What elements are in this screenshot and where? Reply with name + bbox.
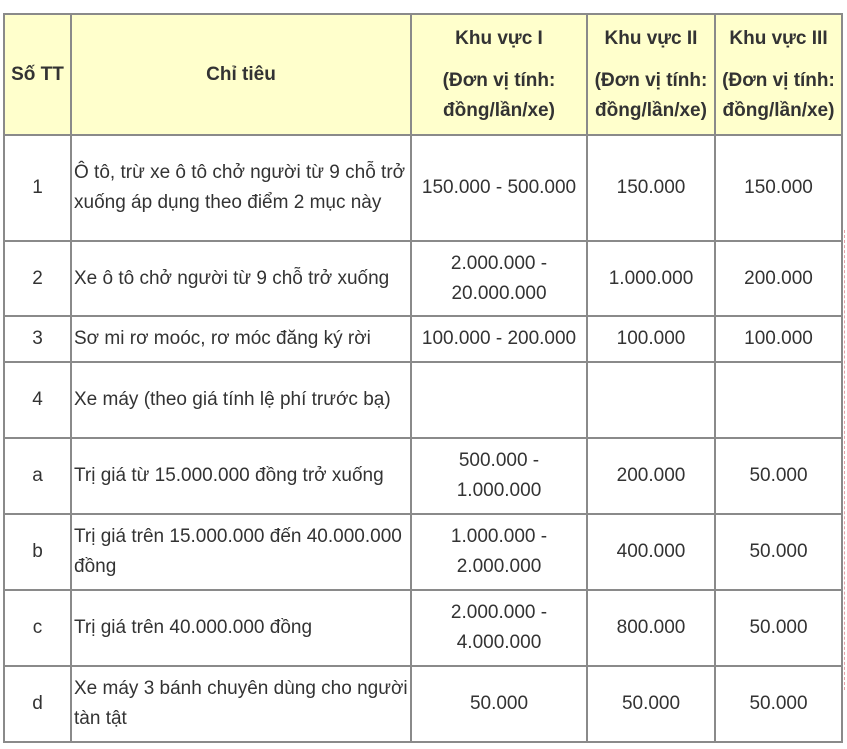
row-kv2: 100.000: [587, 316, 715, 362]
row-stt: 4: [4, 362, 71, 438]
header-khu-vuc-3-title: Khu vực III: [729, 27, 828, 49]
row-desc: Trị giá trên 40.000.000 đồng: [71, 590, 411, 666]
row-kv1: 2.000.000 - 4.000.000: [411, 590, 587, 666]
row-kv2: 1.000.000: [587, 241, 715, 316]
header-stt: Số TT: [4, 14, 71, 135]
row-kv2: 50.000: [587, 666, 715, 742]
table-row: [4, 514, 842, 590]
row-kv1: 1.000.000 - 2.000.000: [411, 514, 587, 590]
header-khu-vuc-1: [411, 14, 587, 135]
row-kv3: 150.000: [715, 135, 842, 241]
row-kv3: 50.000: [715, 514, 842, 590]
header-khu-vuc-2: [587, 14, 715, 135]
header-khu-vuc-2-title: Khu vực II: [604, 27, 698, 49]
row-kv3: 50.000: [715, 590, 842, 666]
table-row: [4, 362, 842, 438]
row-desc: Xe ô tô chở người từ 9 chỗ trở xuống: [71, 241, 411, 316]
row-kv2: 200.000: [587, 438, 715, 514]
row-desc: Ô tô, trừ xe ô tô chở người từ 9 chỗ trở xuống áp dụng theo điểm 2 mục này: [71, 135, 411, 241]
row-stt: 3: [4, 316, 71, 362]
table-row: [4, 590, 842, 666]
table-row: [4, 438, 842, 514]
fee-table: [3, 13, 843, 743]
header-khu-vuc-3: [715, 14, 842, 135]
row-desc: Trị giá từ 15.000.000 đồng trở xuống: [71, 438, 411, 514]
row-kv3: 100.000: [715, 316, 842, 362]
row-kv2: [587, 362, 715, 438]
row-desc: Sơ mi rơ moóc, rơ móc đăng ký rời: [71, 316, 411, 362]
row-desc: Xe máy 3 bánh chuyên dùng cho người tàn tật: [71, 666, 411, 742]
row-kv1: 100.000 - 200.000: [411, 316, 587, 362]
header-khu-vuc-2-unit: (Đơn vị tính: đồng/lần/xe): [594, 69, 708, 121]
row-kv1: 2.000.000 - 20.000.000: [411, 241, 587, 316]
row-desc: Xe máy (theo giá tính lệ phí trước bạ): [71, 362, 411, 438]
header-chi-tieu: Chỉ tiêu: [71, 14, 411, 135]
row-desc: Trị giá trên 15.000.000 đến 40.000.000 đồng: [71, 514, 411, 590]
row-kv1: [411, 362, 587, 438]
table-row: [4, 316, 842, 362]
page-edge-dashed-line: [844, 230, 845, 690]
header-row: [4, 14, 842, 135]
row-stt: 1: [4, 135, 71, 241]
row-stt: b: [4, 514, 71, 590]
row-stt: 2: [4, 241, 71, 316]
row-kv2: 800.000: [587, 590, 715, 666]
row-kv2: 400.000: [587, 514, 715, 590]
table-row: [4, 241, 842, 316]
row-kv2: 150.000: [587, 135, 715, 241]
row-kv1: 150.000 - 500.000: [411, 135, 587, 241]
row-kv3: 50.000: [715, 666, 842, 742]
row-kv1: 50.000: [411, 666, 587, 742]
header-khu-vuc-1-unit: (Đơn vị tính: đồng/lần/xe): [442, 69, 556, 121]
row-stt: c: [4, 590, 71, 666]
row-stt: d: [4, 666, 71, 742]
row-kv3: [715, 362, 842, 438]
table-row: [4, 135, 842, 241]
table-row: [4, 666, 842, 742]
header-khu-vuc-1-title: Khu vực I: [455, 27, 543, 49]
header-khu-vuc-3-unit: (Đơn vị tính: đồng/lần/xe): [722, 69, 835, 121]
row-kv3: 200.000: [715, 241, 842, 316]
row-stt: a: [4, 438, 71, 514]
row-kv1: 500.000 - 1.000.000: [411, 438, 587, 514]
row-kv3: 50.000: [715, 438, 842, 514]
